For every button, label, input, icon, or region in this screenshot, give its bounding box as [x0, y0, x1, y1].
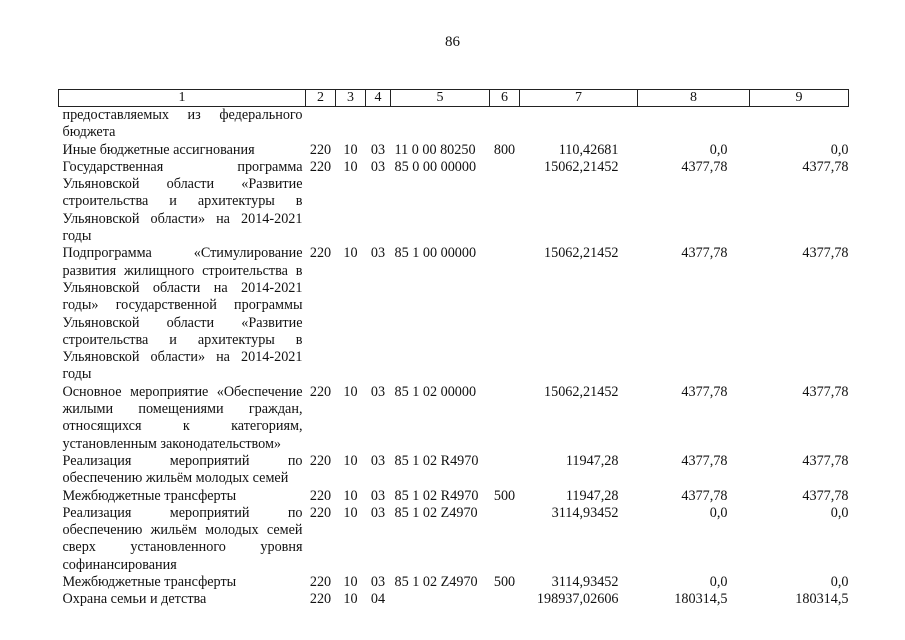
- row-amount-col7: 198937,02606: [536, 591, 619, 608]
- row-amount-col8: 4377,78: [681, 383, 728, 400]
- row-amount-col9: 4377,78: [802, 487, 849, 504]
- row-expense-type: [490, 453, 520, 488]
- row-ministry-code: 220: [309, 452, 332, 469]
- row-section-code: [336, 107, 366, 142]
- row-name: Охрана семьи и детства: [62, 591, 207, 608]
- row-amount-col8: 0,0: [709, 574, 728, 591]
- row-subsection-code: 04: [370, 591, 386, 608]
- table-row: [59, 245, 849, 383]
- row-expense-type: 500: [493, 487, 516, 504]
- row-name: Подпрограмма «Стимулирование развития жилищного строительства в Ульяновской области на 2014-2021 годы» государственной программы Ульяновской области «Развитие строительства и архитектуры в Ульяновской области» на 2014-2021 годы: [62, 245, 303, 383]
- row-subsection-code: 03: [370, 574, 386, 591]
- table-row: [59, 159, 849, 245]
- row-amount-col7: 11947,28: [565, 487, 619, 504]
- header-cell-6: 6: [490, 90, 520, 107]
- row-target-code: 85 1 02 00000: [394, 383, 477, 400]
- table-row: [59, 574, 849, 591]
- table-header-row: [59, 90, 849, 107]
- row-name: Реализация мероприятий по обеспечению жильём молодых семей сверх установленного уровня софинансирования: [62, 504, 303, 573]
- row-amount-col9: 0,0: [830, 141, 849, 158]
- row-amount-col8: 4377,78: [681, 452, 728, 469]
- row-amount-col8: 4377,78: [681, 158, 728, 175]
- row-amount-col8: 0,0: [709, 504, 728, 521]
- row-target-code: [391, 591, 490, 608]
- row-amount-col7: 3114,93452: [551, 504, 619, 521]
- row-subsection-code: [366, 107, 391, 142]
- row-amount-col9: 4377,78: [802, 383, 849, 400]
- row-expense-type: [490, 505, 520, 574]
- header-cell-5: 5: [391, 90, 490, 107]
- row-expense-type: [490, 591, 520, 608]
- row-expense-type: [490, 159, 520, 245]
- row-amount-col8: 4377,78: [681, 487, 728, 504]
- table-row: [59, 505, 849, 574]
- row-amount-col7: 3114,93452: [551, 574, 619, 591]
- row-name: Межбюджетные трансферты: [62, 487, 237, 504]
- row-subsection-code: 03: [370, 504, 386, 521]
- row-amount-col9: 0,0: [830, 574, 849, 591]
- row-ministry-code: 220: [309, 383, 332, 400]
- row-amount-col7: 15062,21452: [544, 383, 619, 400]
- row-target-code: [391, 107, 490, 142]
- header-cell-8: 8: [638, 90, 750, 107]
- row-amount-col7: 11947,28: [565, 452, 619, 469]
- row-name: Межбюджетные трансферты: [62, 574, 237, 591]
- row-amount-col9: [750, 107, 849, 142]
- row-subsection-code: 03: [370, 487, 386, 504]
- row-amount-col9: 4377,78: [802, 452, 849, 469]
- row-ministry-code: 220: [309, 504, 332, 521]
- row-target-code: 85 1 02 R4970: [394, 452, 479, 469]
- row-section-code: 10: [343, 158, 358, 175]
- row-amount-col8: 180314,5: [674, 591, 728, 608]
- row-ministry-code: 220: [309, 574, 332, 591]
- table-row: [59, 107, 849, 142]
- table-row: [59, 384, 849, 453]
- row-ministry-code: 220: [309, 487, 332, 504]
- row-target-code: 85 0 00 00000: [394, 158, 477, 175]
- row-target-code: 11 0 00 80250: [394, 141, 476, 158]
- row-target-code: 85 1 02 R4970: [394, 487, 479, 504]
- row-subsection-code: 03: [370, 452, 386, 469]
- row-amount-col9: 180314,5: [795, 591, 849, 608]
- row-name: Реализация мероприятий по обеспечению жильём молодых семей: [62, 452, 303, 487]
- row-expense-type: [490, 245, 520, 383]
- row-subsection-code: 03: [370, 158, 386, 175]
- header-cell-2: 2: [306, 90, 336, 107]
- row-ministry-code: [306, 107, 336, 142]
- row-target-code: 85 1 00 00000: [394, 245, 477, 262]
- row-expense-type: [490, 107, 520, 142]
- row-name: Государственная программа Ульяновской области «Развитие строительства и архитектуры в Ульяновской области» на 2014-2021 годы: [62, 158, 303, 245]
- header-cell-1: 1: [59, 90, 306, 107]
- row-subsection-code: 03: [370, 383, 386, 400]
- row-section-code: 10: [343, 574, 358, 591]
- row-amount-col7: [520, 107, 638, 142]
- row-amount-col8: 0,0: [709, 141, 728, 158]
- row-section-code: 10: [343, 452, 358, 469]
- row-ministry-code: 220: [309, 158, 332, 175]
- row-amount-col8: 4377,78: [681, 245, 728, 262]
- row-amount-col8: [638, 107, 750, 142]
- row-amount-col7: 110,42681: [558, 141, 619, 158]
- row-section-code: 10: [343, 487, 358, 504]
- row-expense-type: 500: [493, 574, 516, 591]
- row-ministry-code: 220: [309, 141, 332, 158]
- row-ministry-code: 220: [309, 245, 332, 262]
- header-cell-3: 3: [336, 90, 366, 107]
- row-ministry-code: 220: [309, 591, 332, 608]
- row-section-code: 10: [343, 504, 358, 521]
- row-name: Основное мероприятие «Обеспечение жилыми помещениями граждан, относящихся к категориям, установленным законодательством»: [62, 383, 303, 452]
- header-cell-7: 7: [520, 90, 638, 107]
- row-section-code: 10: [343, 591, 358, 608]
- row-amount-col9: 4377,78: [802, 245, 849, 262]
- row-amount-col7: 15062,21452: [544, 245, 619, 262]
- row-amount-col9: 0,0: [830, 504, 849, 521]
- row-target-code: 85 1 02 Z4970: [394, 504, 478, 521]
- row-section-code: 10: [343, 383, 358, 400]
- row-amount-col7: 15062,21452: [544, 158, 619, 175]
- table-row: [59, 591, 849, 608]
- row-expense-type: 800: [493, 141, 516, 158]
- row-subsection-code: 03: [370, 141, 386, 158]
- table-row: [59, 488, 849, 505]
- table-row: [59, 142, 849, 159]
- row-amount-col9: 4377,78: [802, 158, 849, 175]
- row-section-code: 10: [343, 141, 358, 158]
- row-expense-type: [490, 384, 520, 453]
- table-row: [59, 453, 849, 488]
- budget-table: [58, 89, 849, 609]
- row-section-code: 10: [343, 245, 358, 262]
- row-name: Иные бюджетные ассигнования: [62, 141, 255, 158]
- row-subsection-code: 03: [370, 245, 386, 262]
- row-target-code: 85 1 02 Z4970: [394, 574, 478, 591]
- header-cell-9: 9: [750, 90, 849, 107]
- row-name: предоставляемых из федерального бюджета: [62, 107, 303, 141]
- page-number: 86: [445, 34, 460, 50]
- header-cell-4: 4: [366, 90, 391, 107]
